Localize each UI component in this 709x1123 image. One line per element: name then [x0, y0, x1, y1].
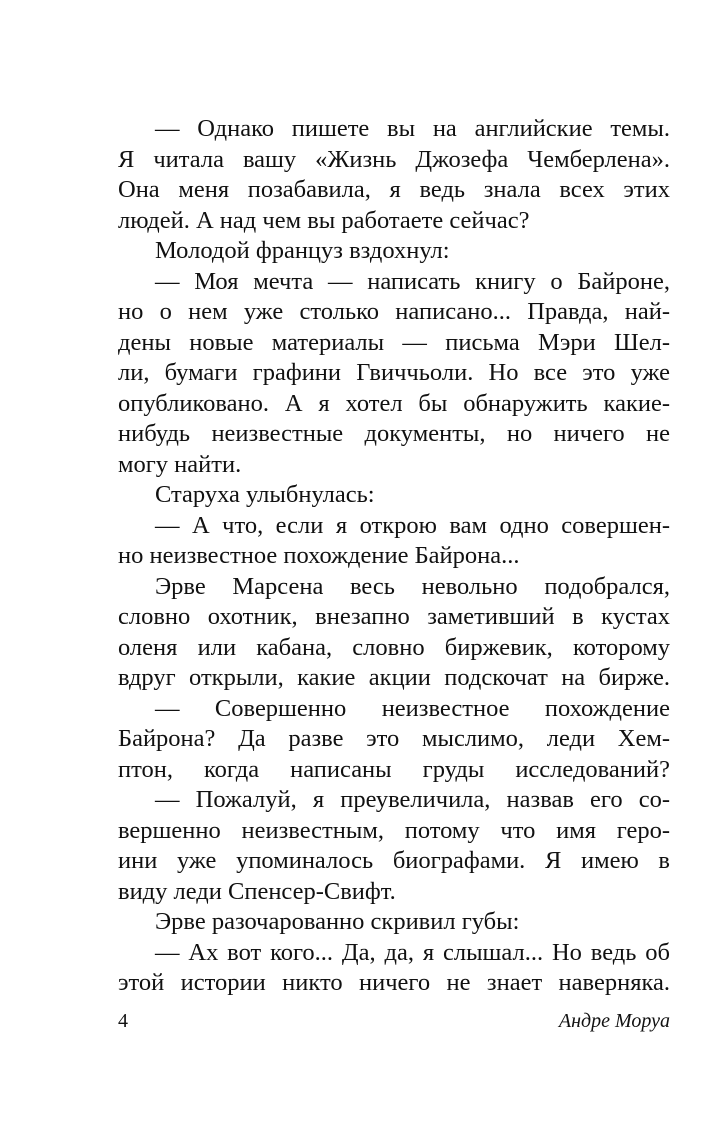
text-line: опубликовано. А я хотел бы обнаружить какие- — [118, 389, 670, 417]
text-line: — Совершенно неизвестное похождение — [155, 694, 670, 722]
text-line: Эрве Марсена весь невольно подобрался, — [155, 572, 670, 600]
text-line: виду леди Спенсер-Свифт. — [118, 877, 396, 905]
text-line: словно охотник, внезапно заметивший в кустах — [118, 603, 670, 630]
text-line: оленя или кабана, словно биржевик, которому — [118, 633, 670, 661]
text-line: Она меня позабавила, я ведь знала всех этих — [118, 176, 670, 203]
running-title: Андре Моруа — [558, 1010, 670, 1032]
text-line: — Ах вот кого... Да, да, я слышал... Но ведь об — [155, 938, 670, 966]
text-line: Старуха улыбнулась: — [155, 481, 375, 508]
text-line: могу найти. — [118, 450, 242, 478]
text-line: вдруг открыли, какие акции подскочат на бирже. — [118, 664, 670, 691]
text-line: Эрве разочарованно скривил губы: — [155, 908, 520, 935]
text-line: — Однако пишете вы на английские темы. — [155, 115, 670, 142]
text-line: людей. А над чем вы работаете сейчас? — [118, 206, 530, 234]
text-line: Я читала вашу «Жизнь Джозефа Чемберлена». — [118, 145, 670, 173]
text-line: Молодой француз вздохнул: — [155, 237, 450, 264]
text-line: птон, когда написаны груды исследований? — [118, 755, 670, 783]
text-line: ли, бумаги графини Гвиччьоли. Но все это уже — [118, 359, 670, 386]
page-number: 4 — [118, 1010, 128, 1032]
text-line: — А что, если я открою вам одно совершен- — [155, 511, 670, 539]
text-line: — Пожалуй, я преувеличила, назвав его со- — [155, 786, 670, 813]
text-line: дены новые материалы — письма Мэри Шел- — [118, 328, 670, 356]
text-line: но о нем уже столько написано... Правда, най- — [118, 298, 670, 325]
page-footer — [118, 1010, 670, 1033]
page-body-text — [118, 114, 670, 999]
text-line: ини уже упоминалось биографами. Я имею в — [118, 847, 670, 874]
text-line: вершенно неизвестным, потому что имя геро- — [118, 816, 670, 844]
text-line: но неизвестное похождение Байрона... — [118, 542, 520, 569]
text-line: — Моя мечта — написать книгу о Байроне, — [155, 267, 670, 295]
text-line: этой истории никто ничего не знает наверняка. — [118, 969, 670, 996]
text-line: нибудь неизвестные документы, но ничего не — [118, 420, 670, 447]
text-line: Байрона? Да разве это мыслимо, леди Хем- — [118, 725, 670, 752]
